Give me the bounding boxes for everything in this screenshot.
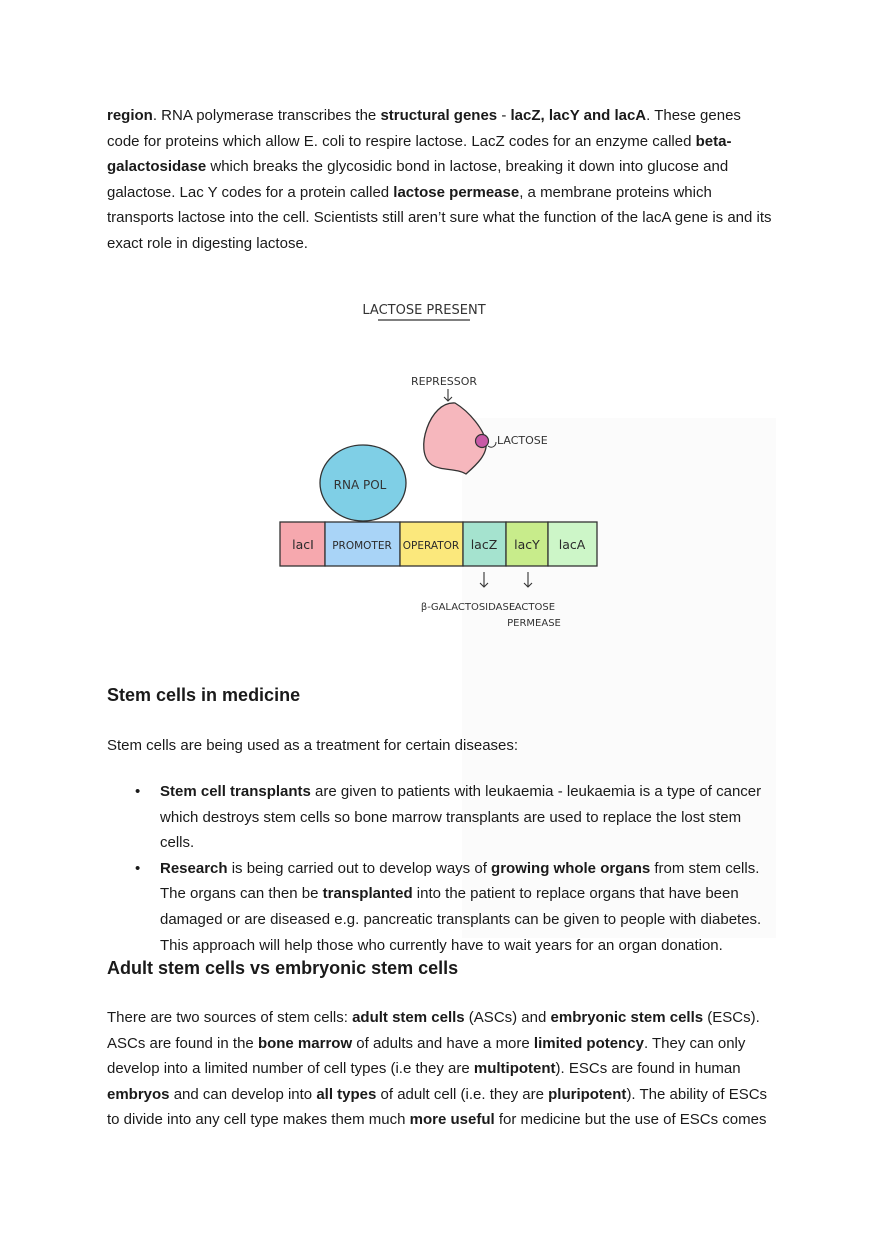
bold-term: transplanted — [322, 885, 413, 903]
bold-term: lacZ, lacY and lacA — [510, 107, 647, 124]
text-run: - — [497, 107, 511, 124]
bold-term: limited potency — [533, 1034, 644, 1052]
bold-term: adult stem cells — [352, 1009, 465, 1026]
bold-term: Stem cell transplants — [160, 783, 311, 800]
bullet-marker: • — [135, 783, 141, 800]
bold-term: more useful — [409, 1111, 495, 1129]
gene-laci-label: lacI — [292, 537, 314, 552]
lactose-label: LACTOSE — [497, 434, 548, 447]
bold-term: embryonic stem cells — [550, 1009, 704, 1026]
beta-galactosidase-label: β-GALACTOSIDASE — [420, 602, 516, 613]
text-run: . These genes code for proteins which allow E. coli to respire lactose. LacZ codes for an enzyme called — [107, 107, 741, 150]
operator-label: OPERATOR — [402, 540, 460, 552]
adult-vs-embryonic-heading: Adult stem cells vs embryonic stem cells — [107, 958, 459, 978]
rna-pol-label: RNA POL — [333, 478, 387, 492]
repressor-arrow — [444, 389, 452, 401]
lac-operon-paragraph — [107, 103, 777, 257]
text-run: for medicine but the use of ESCs comes — [494, 1111, 767, 1129]
bold-term: lactose permease — [393, 183, 520, 201]
text-run: are given to patients with leukaemia - leukaemia is a type of cancer which destroys stem cells so bone marrow transplants are used to replace the lost stem cells. — [160, 783, 762, 852]
text-run: from stem cells. The organs can then be — [160, 859, 760, 903]
text-run: . RNA polymerase transcribes the — [152, 107, 381, 124]
text-run: ). The ability of ESCs to divide into any cell type makes them much — [107, 1085, 768, 1129]
text-run: (ASCs) and — [464, 1009, 551, 1026]
bold-term: region — [107, 107, 153, 124]
text-run: There are two sources of stem cells: — [107, 1009, 353, 1026]
text-run: . They can only develop into a limited number of cell types (i.e they are — [107, 1034, 746, 1078]
stem-cells-bullet-list — [107, 779, 777, 958]
bold-term: Research — [160, 859, 228, 877]
lactose-permease-label-2: PERMEASE — [507, 618, 561, 629]
stem-cells-medicine-heading: Stem cells in medicine — [107, 685, 301, 705]
bullet-marker: • — [135, 859, 141, 877]
diagram-title: LACTOSE PRESENT — [362, 303, 486, 318]
promoter-label: PROMOTER — [332, 540, 392, 552]
bold-term: embryos — [107, 1085, 170, 1103]
bold-term: beta-galactosidase — [107, 132, 732, 176]
lactose-molecule — [476, 435, 489, 448]
gene-lacy-label: lacY — [514, 537, 540, 552]
gene-laca-label: lacA — [558, 537, 586, 552]
list-item — [107, 779, 777, 856]
gene-lacz-label: lacZ — [470, 537, 498, 552]
text-run: and can develop into — [169, 1085, 317, 1103]
text-run: into the patient to replace organs that have been damaged or are diseased e.g. pancreatic transplants can be given to people with diabetes. This approach will help those who currently have to wait years for an organ donation. — [160, 885, 762, 954]
repressor-label: REPRESSOR — [410, 375, 478, 388]
bold-term: all types — [316, 1085, 377, 1103]
text-run: of adult cell (i.e. they are — [376, 1085, 549, 1103]
text-run: (ESCs). ASCs are found in the — [107, 1009, 760, 1052]
text-run: , a membrane proteins which transports lactose into the cell. Scientists still aren’t sure what the function of the lacA gene is and its exact role in digesting lactose. — [107, 183, 772, 252]
lac-operon-diagram — [270, 290, 610, 640]
text-run: which breaks the glycosidic bond in lactose, breaking it down into glucose and galactose. Lac Y codes for a protein called — [107, 158, 729, 201]
stem-cells-intro: Stem cells are being used as a treatment for certain diseases: — [107, 737, 519, 754]
adult-vs-embryonic-paragraph — [107, 1005, 777, 1133]
lacz-product-arrow — [480, 572, 488, 587]
gene-strip — [280, 522, 597, 566]
text-run: ). ESCs are found in human — [555, 1060, 741, 1078]
lactose-pointer — [488, 442, 496, 447]
bold-term: growing whole organs — [491, 859, 651, 877]
lacy-product-arrow — [524, 572, 532, 587]
bold-term: multipotent — [473, 1060, 556, 1078]
text-run: is being carried out to develop ways of — [227, 859, 492, 877]
text-run: of adults and have a more — [352, 1034, 534, 1052]
bold-term: structural genes — [380, 107, 498, 124]
bold-term: bone marrow — [257, 1034, 353, 1052]
lactose-permease-label-1: LACTOSE — [508, 602, 556, 613]
list-item — [107, 856, 777, 958]
bold-term: pluripotent — [548, 1085, 627, 1103]
